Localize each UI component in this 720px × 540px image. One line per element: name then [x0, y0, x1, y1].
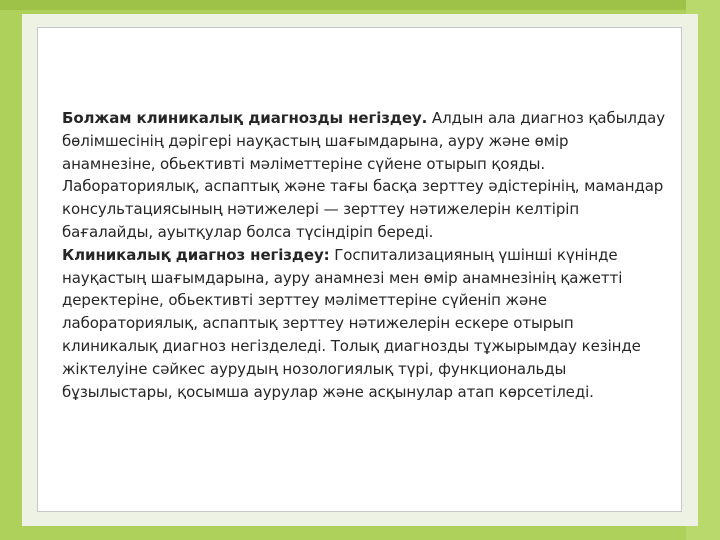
clinical-diagnosis-heading: Клиникалық диагноз негіздеу: [62, 245, 330, 264]
paragraph-preliminary-diagnosis [62, 107, 666, 244]
paragraph-clinical-diagnosis [62, 244, 666, 404]
slide-body-text [62, 107, 666, 403]
preliminary-diagnosis-body: Алдын ала диагноз қабылдау бөлімшесінің дәрігері науқастың шағымдарына, ауру және өмір анамнезіне, обьективті мәліметтеріне сүйене отырып қояды. Лабораториялық, аспаптық және тағы басқа зерттеу әдістерінің, мамандар консультациясының нәтижелері — зерттеу нәтижелерін келтіріп бағалайды, ауытқулар болса түсіндіріп береді. [62, 109, 665, 241]
top-accent-band [0, 0, 720, 10]
preliminary-diagnosis-heading: Болжам клиникалық диагнозды негіздеу. [62, 109, 428, 127]
clinical-diagnosis-body: Госпитализацияның үшінші күнінде науқастың шағымдарына, ауру анамнезі мен өмір анамнезінің қажетті деректеріне, обьективті зерттеу мәліметтеріне сүйеніп және лабораториялық, аспаптық зерттеу нәтижелерін ескере отырып клиникалық диагноз негізделеді. Толық диагнозды тұжырымдау кезінде жіктелуіне сәйкес аурудың нозологиялық түрі, функциональды бұзылыстары, қосымша аурулар және асқынулар атап көрсетіледі. [62, 245, 641, 401]
